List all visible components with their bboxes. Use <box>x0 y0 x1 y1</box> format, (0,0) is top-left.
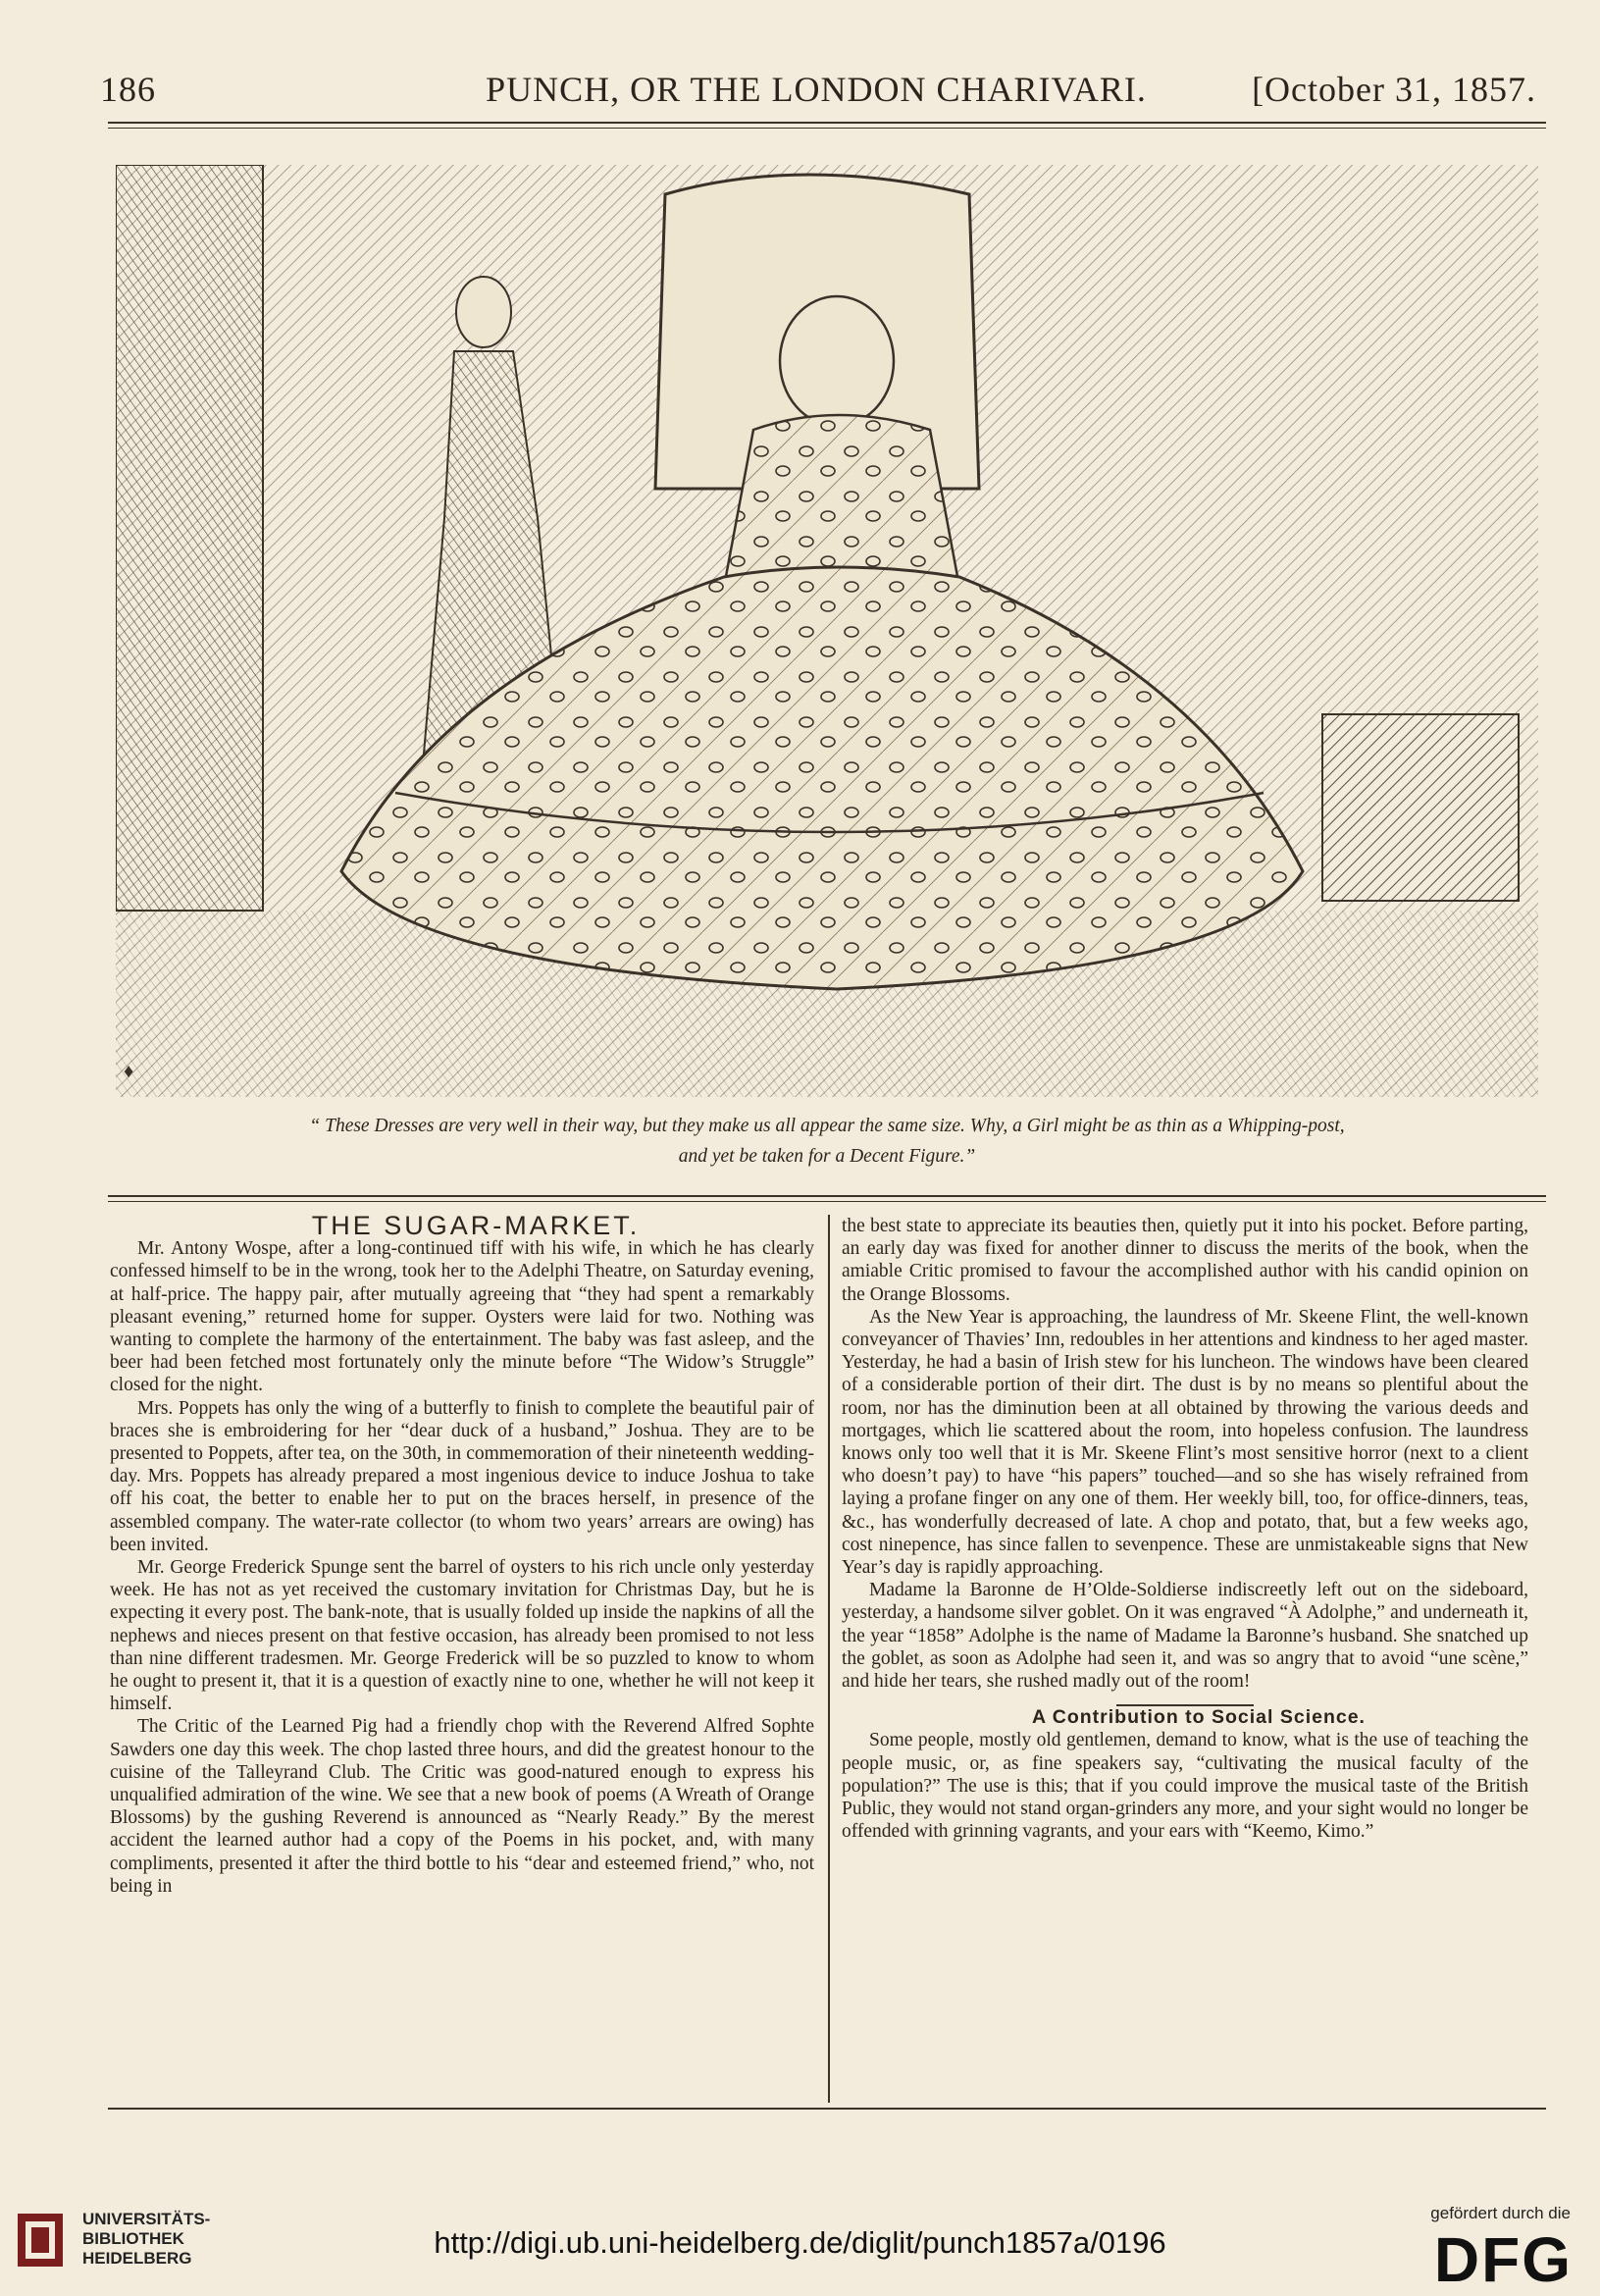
lady-bodice <box>724 415 959 587</box>
paragraph: Mr. Antony Wospe, after a long-continued tiff with his wife, in which he has clearly confessed himself to be in the wrong, took her to the Adelphi Theatre, on Saturday evening, at half-price. The happy pair, after mutually agreeing that “they had spent a remarkably pleasant evening,” returned home for supper. Oysters were laid for two. Nothing was wanting to complete the harmony of the entertainment. The baby was fast asleep, and the beer had been fetched most fortunately only the minute before “The Widow’s Struggle” closed for the night. <box>110 1238 814 1396</box>
page-bottom-rule <box>108 2108 1546 2110</box>
caption-line-1: “ These Dresses are very well in their way, but they make us all appear the same size. Why, a Girl might be as thin as a Whipping-post, <box>309 1116 1345 1136</box>
lady-head <box>780 296 894 426</box>
issue-date: [October 31, 1857. <box>1252 70 1536 109</box>
section-rule-bottom <box>108 1201 1546 1202</box>
left-column <box>110 1211 814 1898</box>
cartoon-engraving <box>116 165 1538 1097</box>
header-rule-bottom <box>108 128 1546 129</box>
paragraph: As the New Year is approaching, the laundress of Mr. Skeene Flint, the well-known conveyancer of Thavies’ Inn, redoubles in her attentions and kindness to her aged master. Yesterday, he had a basin of Irish stew for his luncheon. The windows have been cleared of a considerable portion of their dirt. The dust is by no means so plentiful about the room, nor has the diminution been at all obtained by throwing the various deeds and mortgages, which lie scattered about the room, into hopeless confusion. The laundress knows only too well that it is Mr. Skeene Flint’s most sensitive horror (next to a client who doesn’t pay) to have “his papers” touched—and so she has wisely refrained from laying a profane finger on any one of them. Her weekly bill, too, for office-dinners, teas, &c., has wonderfully decreased of late. A chop and potato, that, but a few weeks ago, cost ninepence, has since fallen to sevenpence. These are unmistakeable signs that New Year’s day is rapidly approaching. <box>842 1306 1528 1579</box>
paragraph: The Critic of the Learned Pig had a friendly chop with the Reverend Alfred Sophte Sawders one day this week. The chop lasted three hours, and did the greatest honour to the cuisine of the Talleyrand Club. The Critic was good-natured enough to express his unqualified admiration of the wine. We see that a new book of poems (A Wreath of Orange Blossoms) by the gushing Reverend is announced as “Nearly Ready.” By the merest accident the learned author had a copy of the Poems in his pocket, and, with many compliments, presented it after the third bottle to his “dear and esteemed friend,” who, not being in <box>110 1716 814 1897</box>
library-name: UNIVERSITÄTS- BIBLIOTHEK HEIDELBERG <box>82 2210 211 2268</box>
journal-title: PUNCH, OR THE LONDON CHARIVARI. <box>486 70 1147 109</box>
dfg-logo: DFG <box>1433 2224 1573 2295</box>
paragraph: Some people, mostly old gentlemen, demand to know, what is the use of teaching the people music, or, as fine speakers say, “cultivating the musical faculty of the population?” The use is this; that if you could improve the musical taste of the British Public, they would not stand organ-grinders any more, and your sight would no longer be offended with grinning vagrants, and your ears with “Keemo, Kimo.” <box>842 1730 1528 1843</box>
dressing-table <box>1322 714 1519 901</box>
bed-curtain <box>116 165 263 911</box>
right-column <box>842 1215 1528 1843</box>
running-head <box>86 69 1546 118</box>
header-rule-top <box>108 122 1546 124</box>
paragraph: Mrs. Poppets has only the wing of a butterfly to finish to complete the beautiful pair of braces she is embroidering for her “dear duck of a husband,” Joshua. They are to be presented to Poppets, after tea, on the 30th, in commemoration of their nineteenth wedding-day. Mrs. Poppets has already prepared a most ingenious device to induce Joshua to take off his coat, the better to enable her to put on the braces herself, in presence of the assembled company. The water-rate collector (to whom two years’ arrears are owing) has been invited. <box>110 1397 814 1555</box>
paragraph: Mr. George Frederick Spunge sent the barrel of oysters to his rich uncle only yesterday week. He has not as yet received the customary invitation for Christmas Day, but he is expecting it every post. The bank-note, that is usually folded up inside the napkins of all the nephews and nieces present on that festive occasion, has already been promised to not less than nine different tradesmen. Mr. George Frederick will be so puzzled to know to whom he ought to present it, that it is a question of exactly nine to one, whether he will not keep it himself. <box>110 1557 814 1715</box>
section-rule-top <box>108 1195 1546 1197</box>
engraver-mark: ♦ <box>124 1061 134 1082</box>
article-heading-social: A Contribution to Social Science. <box>1032 1706 1366 1729</box>
permalink-url[interactable]: http://digi.ub.uni-heidelberg.de/diglit/punch1857a/0196 <box>434 2225 1166 2260</box>
caption-line-2: and yet be taken for a Decent Figure.” <box>678 1146 976 1167</box>
maid-head <box>456 277 511 347</box>
page-number: 186 <box>100 70 156 109</box>
paragraph: the best state to appreciate its beauties then, quietly put it into his pocket. Before parting, an early day was fixed for another dinner to discuss the merits of the book, when the amiable Critic promised to favour the accomplished author with his candid opinion on the Orange Blossoms. <box>842 1216 1528 1305</box>
cartoon-caption <box>108 1111 1546 1172</box>
column-divider <box>828 1215 830 2103</box>
paragraph: Madame la Baronne de H’Olde-Soldierse indiscreetly left out on the sideboard, yesterday, a handsome silver goblet. On it was engraved “À Adolphe,” and underneath it, the year “1858” Adolphe is the name of Madame la Baronne’s husband. She snatched up the goblet, as soon as Adolphe had seen it, and was so angry that to avoid “une scène,” and hide her tears, she rushed madly out of the room! <box>842 1580 1528 1693</box>
article-heading-sugar: THE SUGAR-MARKET. <box>311 1211 641 1240</box>
funded-by-label: gefördert durch die <box>1430 2204 1571 2222</box>
